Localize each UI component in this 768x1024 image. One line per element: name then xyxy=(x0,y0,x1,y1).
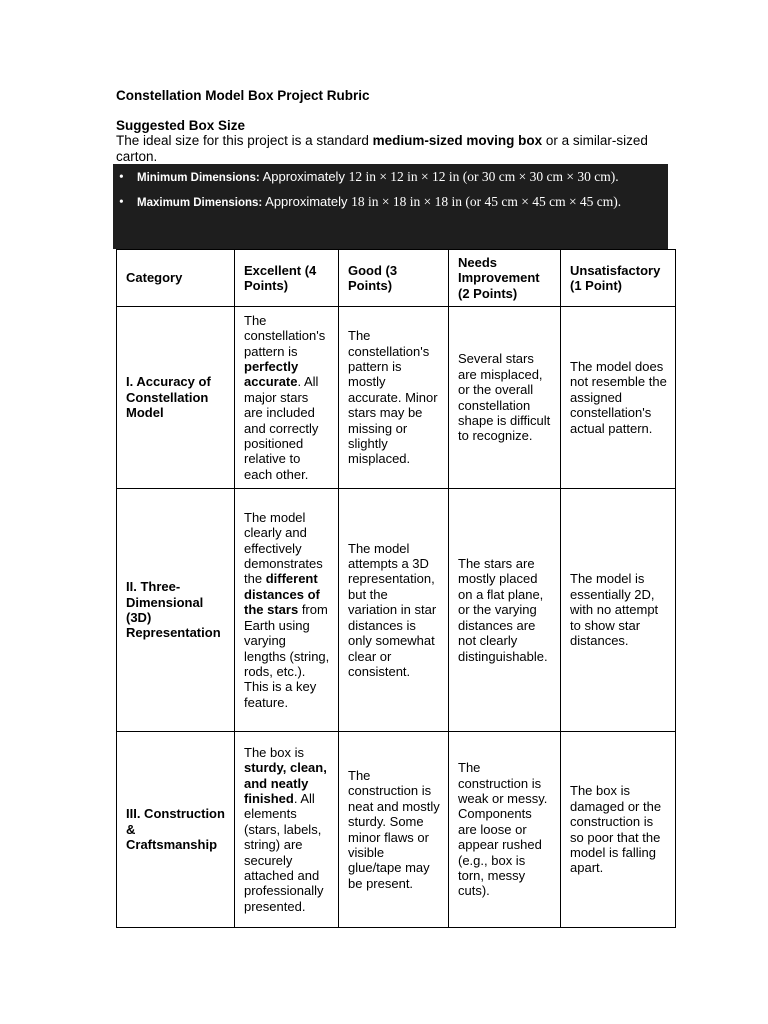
table-row xyxy=(117,307,676,489)
needs-improvement-cell: The construction is weak or messy. Components are loose or appear rushed (e.g., box is torn, messy cuts). xyxy=(449,732,561,928)
document-title: Constellation Model Box Project Rubric xyxy=(116,88,370,103)
maximum-dimensions-label: Maximum Dimensions: xyxy=(137,197,263,209)
excellent-text-end: . All elements (stars, labels, string) are securely attached and professionally presented. xyxy=(244,790,324,914)
category-cell: I. Accuracy of Constellation Model xyxy=(117,307,235,489)
header-excellent: Excellent (4 Points) xyxy=(235,250,339,307)
intro-text-start: The ideal size for this project is a standard xyxy=(116,133,373,148)
table-row xyxy=(117,489,676,732)
maximum-dimensions-prefix: Approximately xyxy=(262,194,352,209)
excellent-text-end: from Earth using varying lengths (string, rods, etc.). This is a key feature. xyxy=(244,602,330,710)
excellent-cell xyxy=(235,732,339,928)
good-cell: The constellation's pattern is mostly accurate. Minor stars may be missing or slightly misplaced. xyxy=(339,307,449,489)
maximum-dimensions-value: 18 in × 18 in × 18 in (or 45 cm × 45 cm × 45 cm). xyxy=(351,194,622,209)
needs-improvement-cell: Several stars are misplaced, or the overall constellation shape is difficult to recognize. xyxy=(449,307,561,489)
good-cell: The construction is neat and mostly sturdy. Some minor flaws or visible glue/tape may be present. xyxy=(339,732,449,928)
header-needs-improvement: Needs Improvement (2 Points) xyxy=(449,250,561,307)
category-cell: III. Construction & Craftsmanship xyxy=(117,732,235,928)
excellent-text-emphasis: different distances of the stars xyxy=(244,571,320,618)
bullet-icon: • xyxy=(119,169,124,184)
excellent-cell xyxy=(235,489,339,732)
intro-text-emphasis: medium-sized moving box xyxy=(372,133,543,148)
unsatisfactory-cell: The model does not resemble the assigned constellation's actual pattern. xyxy=(561,307,676,489)
good-cell: The model attempts a 3D representation, but the variation in star distances is only somewhat clear or consistent. xyxy=(339,489,449,732)
unsatisfactory-cell: The box is damaged or the construction is so poor that the model is falling apart. xyxy=(561,732,676,928)
header-unsatisfactory: Unsatisfactory (1 Point) xyxy=(561,250,676,307)
rubric-table xyxy=(116,249,676,928)
minimum-dimensions-prefix: Approximately xyxy=(259,169,349,184)
dimensions-callout xyxy=(113,164,668,249)
excellent-text-emphasis: perfectly accurate xyxy=(244,358,299,390)
rubric-header-row xyxy=(117,250,676,307)
excellent-cell xyxy=(235,307,339,489)
maximum-dimensions-item xyxy=(119,192,662,213)
header-good: Good (3 Points) xyxy=(339,250,449,307)
minimum-dimensions-item xyxy=(119,167,662,188)
header-category: Category xyxy=(117,250,235,307)
needs-improvement-cell: The stars are mostly placed on a flat plane, or the varying distances are not clearly distinguishable. xyxy=(449,489,561,732)
intro-text-end: or a similar-sized carton. xyxy=(116,133,648,164)
minimum-dimensions-label: Minimum Dimensions: xyxy=(137,172,260,184)
excellent-text-start: The constellation's pattern is xyxy=(244,312,326,359)
excellent-text-start: The box is xyxy=(244,744,304,760)
unsatisfactory-cell: The model is essentially 2D, with no attempt to show star distances. xyxy=(561,489,676,732)
bullet-icon: • xyxy=(119,194,124,209)
box-size-heading: Suggested Box Size xyxy=(116,118,246,133)
box-size-intro xyxy=(116,133,668,164)
table-row xyxy=(117,732,676,928)
excellent-text-end: . All major stars are included and correctly positioned relative to each other. xyxy=(244,374,319,482)
excellent-text-emphasis: sturdy, clean, and neatly finished xyxy=(244,760,327,806)
excellent-text-start: The model clearly and effectively demonstrates the xyxy=(244,509,323,587)
category-cell: II. Three-Dimensional (3D) Representation xyxy=(117,489,235,732)
minimum-dimensions-value: 12 in × 12 in × 12 in (or 30 cm × 30 cm × 30 cm). xyxy=(348,169,619,184)
